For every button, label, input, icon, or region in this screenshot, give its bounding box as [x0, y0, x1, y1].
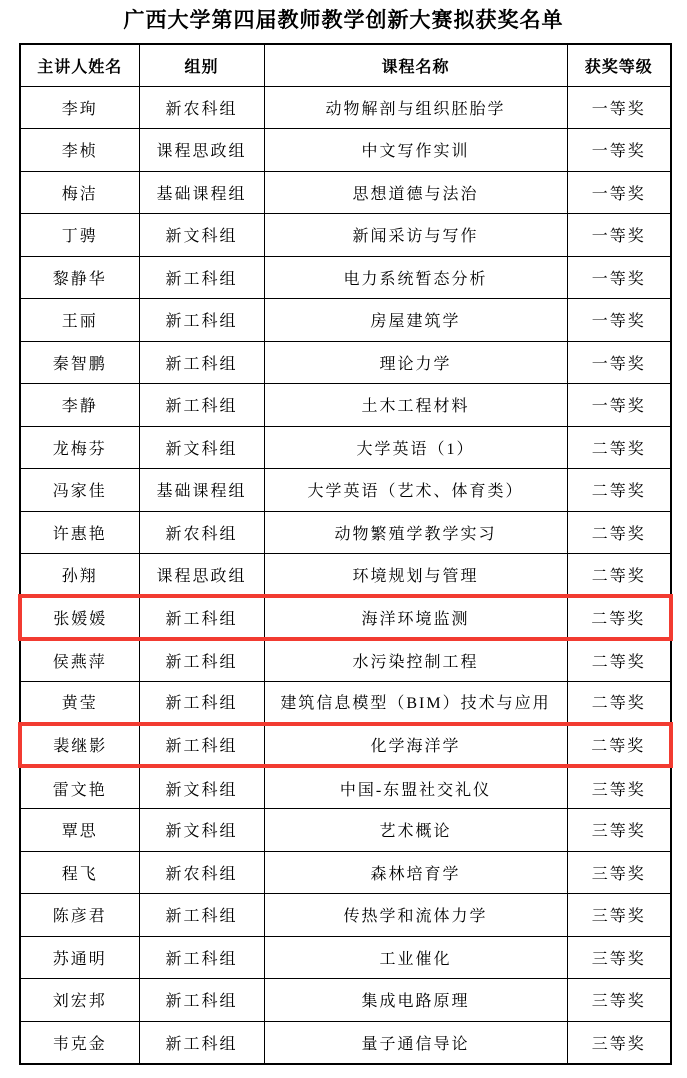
course-name-cell: 环境规划与管理: [264, 554, 567, 597]
table-row-highlighted: [20, 596, 671, 639]
course-name-cell: 工业催化: [264, 936, 567, 979]
table-row: [20, 809, 671, 852]
course-name-cell: 艺术概论: [264, 809, 567, 852]
speaker-name-cell: 覃思: [20, 809, 139, 852]
speaker-name-cell: 黄莹: [20, 681, 139, 724]
speaker-name-cell: 许惠艳: [20, 511, 139, 554]
group-cell: 基础课程组: [139, 171, 264, 214]
table-row: [20, 639, 671, 682]
table-row: [20, 384, 671, 427]
page-title: 广西大学第四届教师教学创新大赛拟获奖名单: [123, 9, 564, 32]
speaker-name-cell: 侯燕萍: [20, 639, 139, 682]
course-name-cell: 理论力学: [264, 341, 567, 384]
speaker-name-cell: 韦克金: [20, 1021, 139, 1064]
award-level-cell: 一等奖: [567, 86, 671, 129]
award-level-cell: 二等奖: [567, 639, 671, 682]
group-cell: 新工科组: [139, 299, 264, 342]
speaker-name-cell: 李桢: [20, 129, 139, 172]
group-cell: 新农科组: [139, 511, 264, 554]
group-cell: 新工科组: [139, 639, 264, 682]
group-cell: 新工科组: [139, 596, 264, 639]
speaker-name-cell: 王丽: [20, 299, 139, 342]
table-row: [20, 129, 671, 172]
speaker-name-cell: 梅洁: [20, 171, 139, 214]
course-name-cell: 大学英语（艺术、体育类）: [264, 469, 567, 512]
speaker-name-cell: 裴继影: [20, 724, 139, 767]
award-level-cell: 三等奖: [567, 894, 671, 937]
speaker-name-cell: 丁骋: [20, 214, 139, 257]
table-row: [20, 766, 671, 809]
course-name-cell: 集成电路原理: [264, 979, 567, 1022]
award-level-cell: 三等奖: [567, 979, 671, 1022]
speaker-name-cell: 雷文艳: [20, 766, 139, 809]
table-row: [20, 936, 671, 979]
table-row: [20, 554, 671, 597]
table-row: [20, 894, 671, 937]
table-row: [20, 851, 671, 894]
award-level-cell: 三等奖: [567, 1021, 671, 1064]
speaker-name-cell: 苏通明: [20, 936, 139, 979]
award-level-cell: 一等奖: [567, 256, 671, 299]
speaker-name-cell: 张媛媛: [20, 596, 139, 639]
header-row: [20, 44, 671, 86]
table-header: [20, 44, 671, 86]
group-cell: 新文科组: [139, 809, 264, 852]
award-table: [18, 43, 673, 1065]
course-name-cell: 动物解剖与组织胚胎学: [264, 86, 567, 129]
course-name-cell: 传热学和流体力学: [264, 894, 567, 937]
group-cell: 新工科组: [139, 894, 264, 937]
header-group: 组别: [139, 44, 264, 86]
award-level-cell: 二等奖: [567, 469, 671, 512]
course-name-cell: 中国-东盟社交礼仪: [264, 766, 567, 809]
course-name-cell: 中文写作实训: [264, 129, 567, 172]
course-name-cell: 海洋环境监测: [264, 596, 567, 639]
table-row: [20, 214, 671, 257]
table-row: [20, 979, 671, 1022]
award-level-cell: 一等奖: [567, 129, 671, 172]
award-level-cell: 二等奖: [567, 511, 671, 554]
group-cell: 新工科组: [139, 724, 264, 767]
group-cell: 新工科组: [139, 256, 264, 299]
course-name-cell: 思想道德与法治: [264, 171, 567, 214]
group-cell: 新文科组: [139, 214, 264, 257]
table-row: [20, 1021, 671, 1064]
group-cell: 新文科组: [139, 426, 264, 469]
award-level-cell: 二等奖: [567, 554, 671, 597]
table-row: [20, 426, 671, 469]
course-name-cell: 建筑信息模型（BIM）技术与应用: [264, 681, 567, 724]
award-level-cell: 三等奖: [567, 851, 671, 894]
award-level-cell: 一等奖: [567, 299, 671, 342]
table-row: [20, 171, 671, 214]
group-cell: 新农科组: [139, 86, 264, 129]
header-award-level: 获奖等级: [567, 44, 671, 86]
speaker-name-cell: 刘宏邦: [20, 979, 139, 1022]
course-name-cell: 化学海洋学: [264, 724, 567, 767]
group-cell: 新工科组: [139, 681, 264, 724]
group-cell: 新工科组: [139, 979, 264, 1022]
award-level-cell: 二等奖: [567, 724, 671, 767]
award-level-cell: 一等奖: [567, 171, 671, 214]
table-body: [20, 86, 671, 1064]
course-name-cell: 水污染控制工程: [264, 639, 567, 682]
group-cell: 新文科组: [139, 766, 264, 809]
group-cell: 新农科组: [139, 851, 264, 894]
course-name-cell: 量子通信导论: [264, 1021, 567, 1064]
course-name-cell: 动物繁殖学教学实习: [264, 511, 567, 554]
header-speaker-name: 主讲人姓名: [20, 44, 139, 86]
award-level-cell: 二等奖: [567, 596, 671, 639]
course-name-cell: 大学英语（1）: [264, 426, 567, 469]
group-cell: 新工科组: [139, 1021, 264, 1064]
group-cell: 新工科组: [139, 384, 264, 427]
speaker-name-cell: 陈彦君: [20, 894, 139, 937]
table-row: [20, 341, 671, 384]
course-name-cell: 新闻采访与写作: [264, 214, 567, 257]
group-cell: 新工科组: [139, 341, 264, 384]
table-row-highlighted: [20, 724, 671, 767]
award-level-cell: 三等奖: [567, 766, 671, 809]
course-name-cell: 房屋建筑学: [264, 299, 567, 342]
award-level-cell: 三等奖: [567, 809, 671, 852]
table-row: [20, 469, 671, 512]
award-level-cell: 三等奖: [567, 936, 671, 979]
speaker-name-cell: 李静: [20, 384, 139, 427]
speaker-name-cell: 李珣: [20, 86, 139, 129]
speaker-name-cell: 黎静华: [20, 256, 139, 299]
award-level-cell: 二等奖: [567, 426, 671, 469]
table-row: [20, 256, 671, 299]
table-row: [20, 86, 671, 129]
speaker-name-cell: 程飞: [20, 851, 139, 894]
table-row: [20, 511, 671, 554]
speaker-name-cell: 龙梅芬: [20, 426, 139, 469]
course-name-cell: 土木工程材料: [264, 384, 567, 427]
speaker-name-cell: 秦智鹏: [20, 341, 139, 384]
award-level-cell: 一等奖: [567, 214, 671, 257]
award-level-cell: 二等奖: [567, 681, 671, 724]
speaker-name-cell: 冯家佳: [20, 469, 139, 512]
header-course-name: 课程名称: [264, 44, 567, 86]
speaker-name-cell: 孙翔: [20, 554, 139, 597]
award-level-cell: 一等奖: [567, 341, 671, 384]
course-name-cell: 森林培育学: [264, 851, 567, 894]
course-name-cell: 电力系统暂态分析: [264, 256, 567, 299]
table-row: [20, 681, 671, 724]
table-row: [20, 299, 671, 342]
group-cell: 课程思政组: [139, 554, 264, 597]
group-cell: 基础课程组: [139, 469, 264, 512]
group-cell: 课程思政组: [139, 129, 264, 172]
group-cell: 新工科组: [139, 936, 264, 979]
award-level-cell: 一等奖: [567, 384, 671, 427]
